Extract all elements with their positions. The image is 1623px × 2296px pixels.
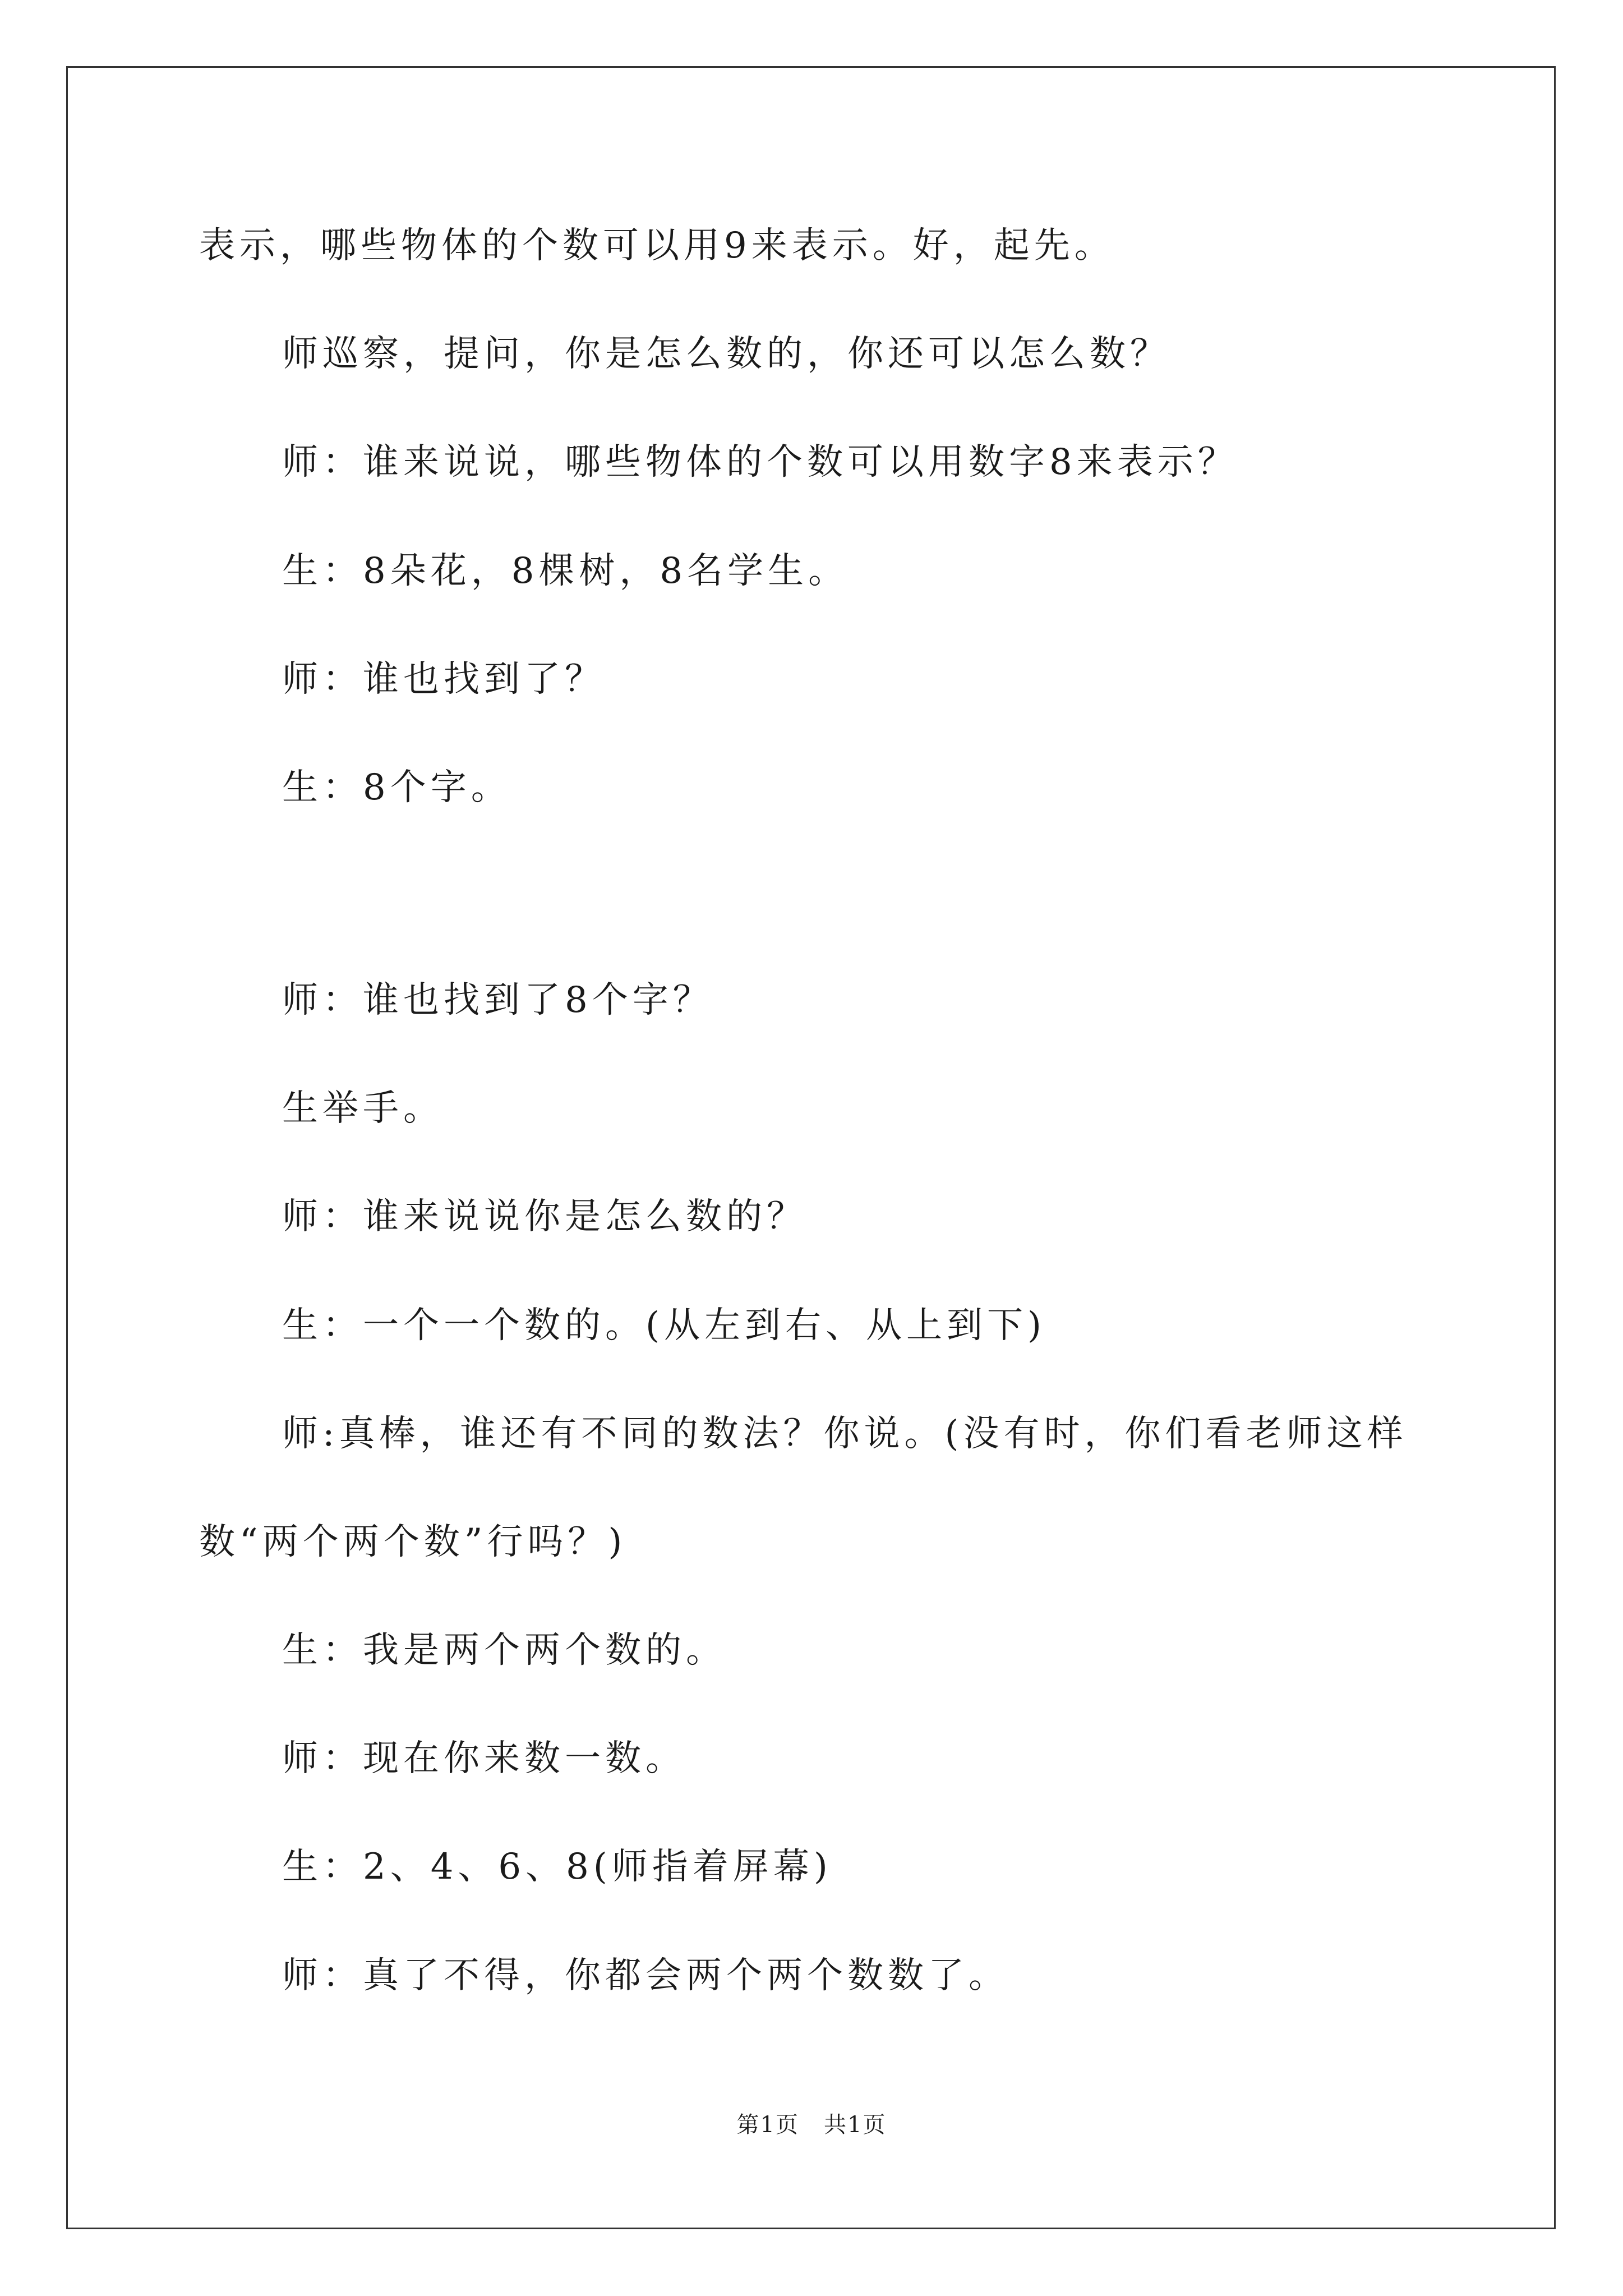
paragraph: 生举手。 [282,1088,444,1129]
paragraph: 师：现在你来数一数。 [282,1738,686,1779]
paragraph-continuation: 数“两个两个数”行吗？) [199,1521,627,1563]
paragraph: 师：谁也找到了？ [282,659,605,700]
paragraph: 生：我是两个两个数的。 [282,1630,726,1671]
paragraph: 师：谁也找到了8个字？ [282,979,713,1021]
paragraph: 生：8个字。 [282,767,511,808]
paragraph-continuation: 表示，哪些物体的个数可以用9来表示。好，起先。 [199,225,1115,266]
paragraph: 师：谁来说说，哪些物体的个数可以用数字8来表示？ [282,441,1238,483]
page-number: 第1页 [736,2112,799,2138]
paragraph: 生：2、4、6、8(师指着屏幕) [282,1846,832,1888]
paragraph: 师：真了不得，你都会两个两个数数了。 [282,1955,1009,1996]
paragraph: 师：谁来说说你是怎么数的？ [282,1196,807,1237]
paragraph: 生：一个一个数的。(从左到右、从上到下) [282,1305,1046,1346]
total-pages: 共1页 [824,2112,887,2138]
paragraph: 师巡察，提问，你是怎么数的，你还可以怎么数？ [282,333,1170,375]
page-border [66,66,1556,2229]
page-footer [0,2108,1623,2142]
paragraph: 师:真棒，谁还有不同的数法？你说。(没有时，你们看老师这样 [282,1413,1408,1455]
paragraph: 生：8朵花，8棵树，8名学生。 [282,550,849,592]
